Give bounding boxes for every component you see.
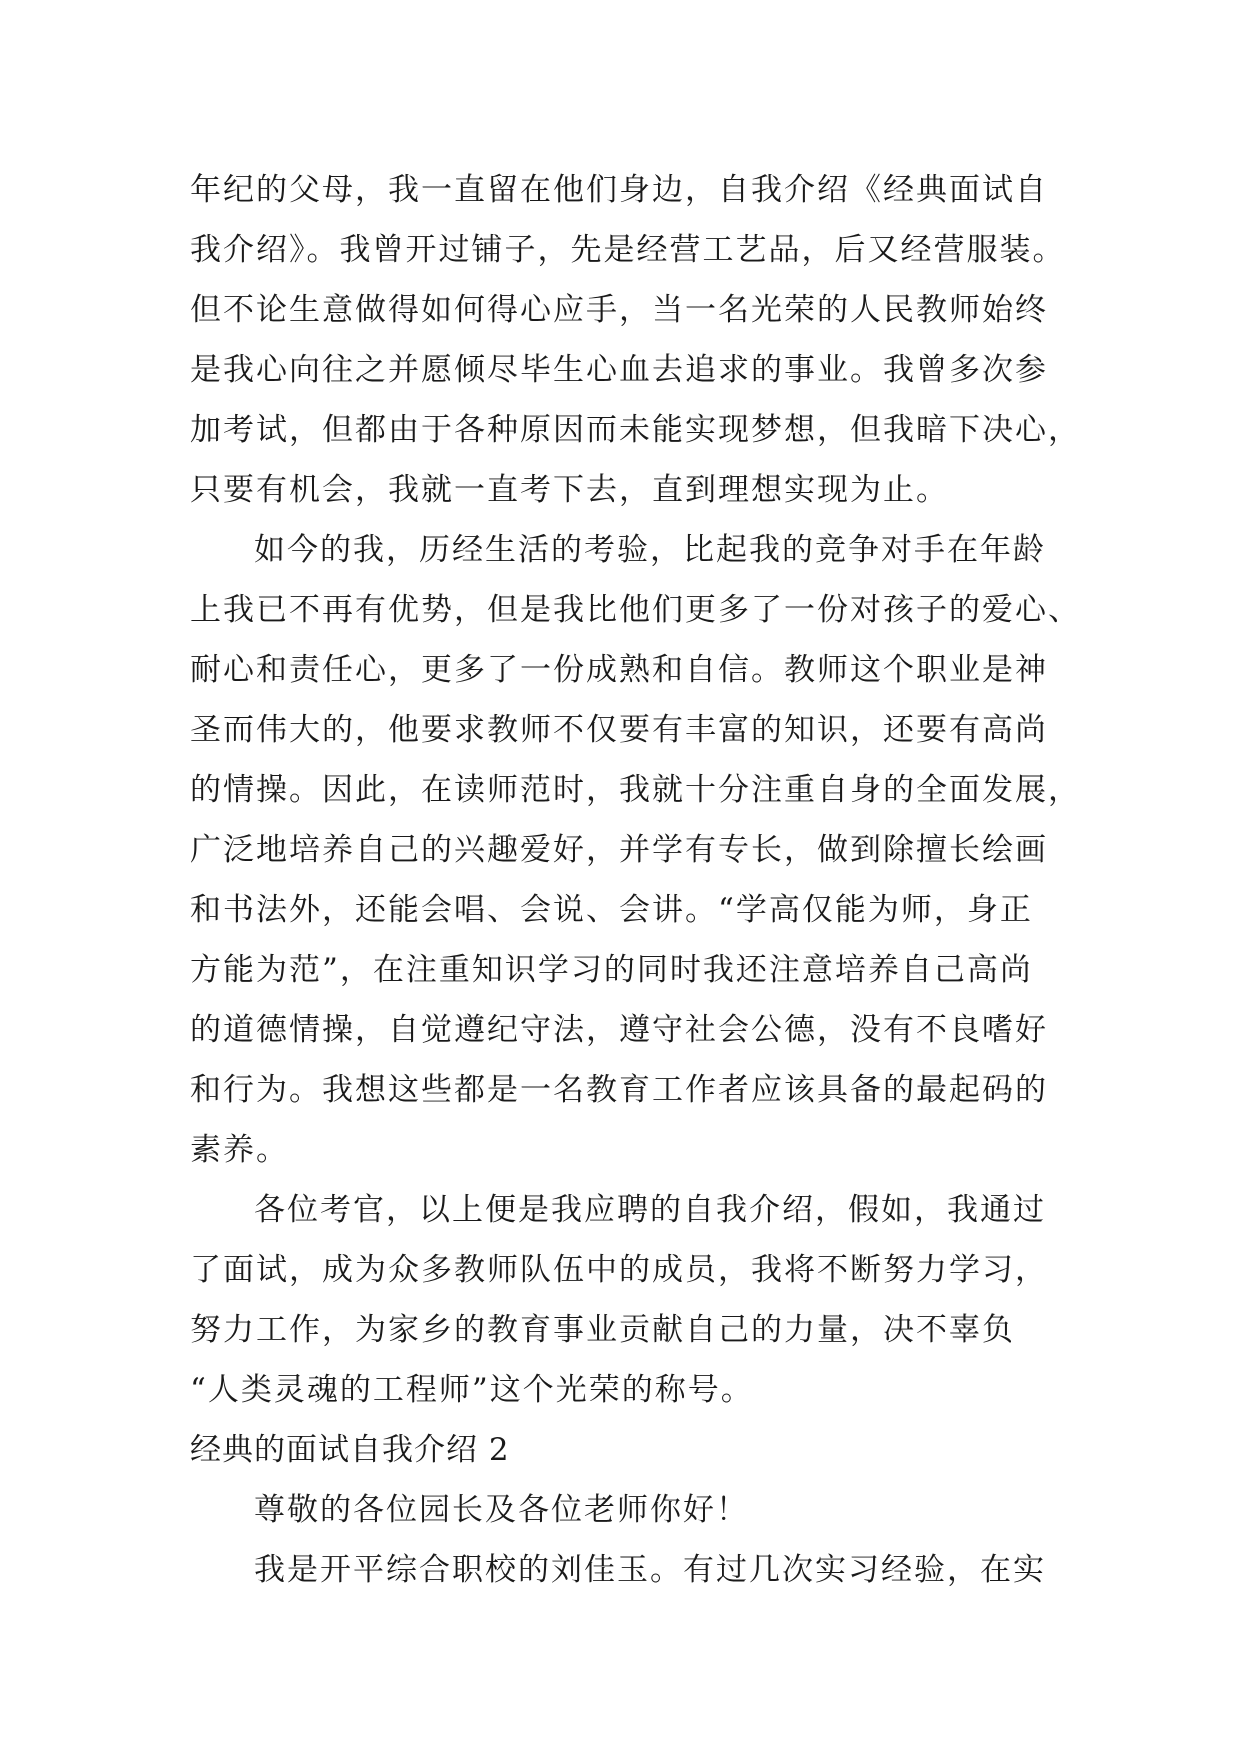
paragraph-line: 只要有机会，我就一直考下去，直到理想实现为止。 [190, 472, 949, 508]
paragraph-line: 广泛地培养自己的兴趣爱好，并学有专长，做到除擅长绘画 [190, 832, 1048, 868]
paragraph-line: 各位考官，以上便是我应聘的自我介绍，假如，我通过 [254, 1192, 1046, 1228]
paragraph-line: 如今的我，历经生活的考验，比起我的竞争对手在年龄 [254, 532, 1046, 568]
paragraph-line: 的道德情操，自觉遵纪守法，遵守社会公德，没有不良嗜好 [190, 1012, 1048, 1048]
paragraph-line: 我介绍》。我曾开过铺子，先是经营工艺品，后又经营服装。 [190, 232, 1066, 268]
paragraph-line: 努力工作，为家乡的教育事业贡献自己的力量，决不辜负 [190, 1312, 1015, 1348]
paragraph-line: 了面试，成为众多教师队伍中的成员，我将不断努力学习， [190, 1252, 1048, 1288]
document-body [190, 160, 1081, 1600]
paragraph-line: 和书法外，还能会唱、会说、会讲。“学高仅能为师，身正 [190, 892, 1033, 928]
paragraph-line: 是我心向往之并愿倾尽毕生心血去追求的事业。我曾多次参 [190, 352, 1048, 388]
paragraph-line: 加考试，但都由于各种原因而未能实现梦想，但我暗下决心， [190, 412, 1081, 448]
paragraph-line: 年纪的父母，我一直留在他们身边，自我介绍《经典面试自 [190, 172, 1048, 208]
paragraph-line: 耐心和责任心，更多了一份成熟和自信。教师这个职业是神 [190, 652, 1048, 688]
paragraph-line: 圣而伟大的，他要求教师不仅要有丰富的知识，还要有高尚 [190, 712, 1048, 748]
paragraph-line: 我是开平综合职校的刘佳玉。有过几次实习经验，在实 [254, 1552, 1046, 1588]
paragraph-line: 方能为范”，在注重知识学习的同时我还注意培养自己高尚 [190, 952, 1033, 988]
paragraph-line: “人类灵魂的工程师”这个光荣的称号。 [190, 1372, 754, 1408]
paragraph-line: 和行为。我想这些都是一名教育工作者应该具备的最起码的 [190, 1072, 1048, 1108]
section-heading: 经典的面试自我介绍 2 [190, 1432, 510, 1468]
paragraph-line: 上我已不再有优势，但是我比他们更多了一份对孩子的爱心、 [190, 592, 1081, 628]
paragraph-line: 但不论生意做得如何得心应手，当一名光荣的人民教师始终 [190, 292, 1048, 328]
paragraph-line: 的情操。因此，在读师范时，我就十分注重自身的全面发展， [190, 772, 1081, 808]
paragraph-line: 素养。 [190, 1132, 289, 1168]
paragraph-line: 尊敬的各位园长及各位老师你好！ [254, 1492, 749, 1528]
